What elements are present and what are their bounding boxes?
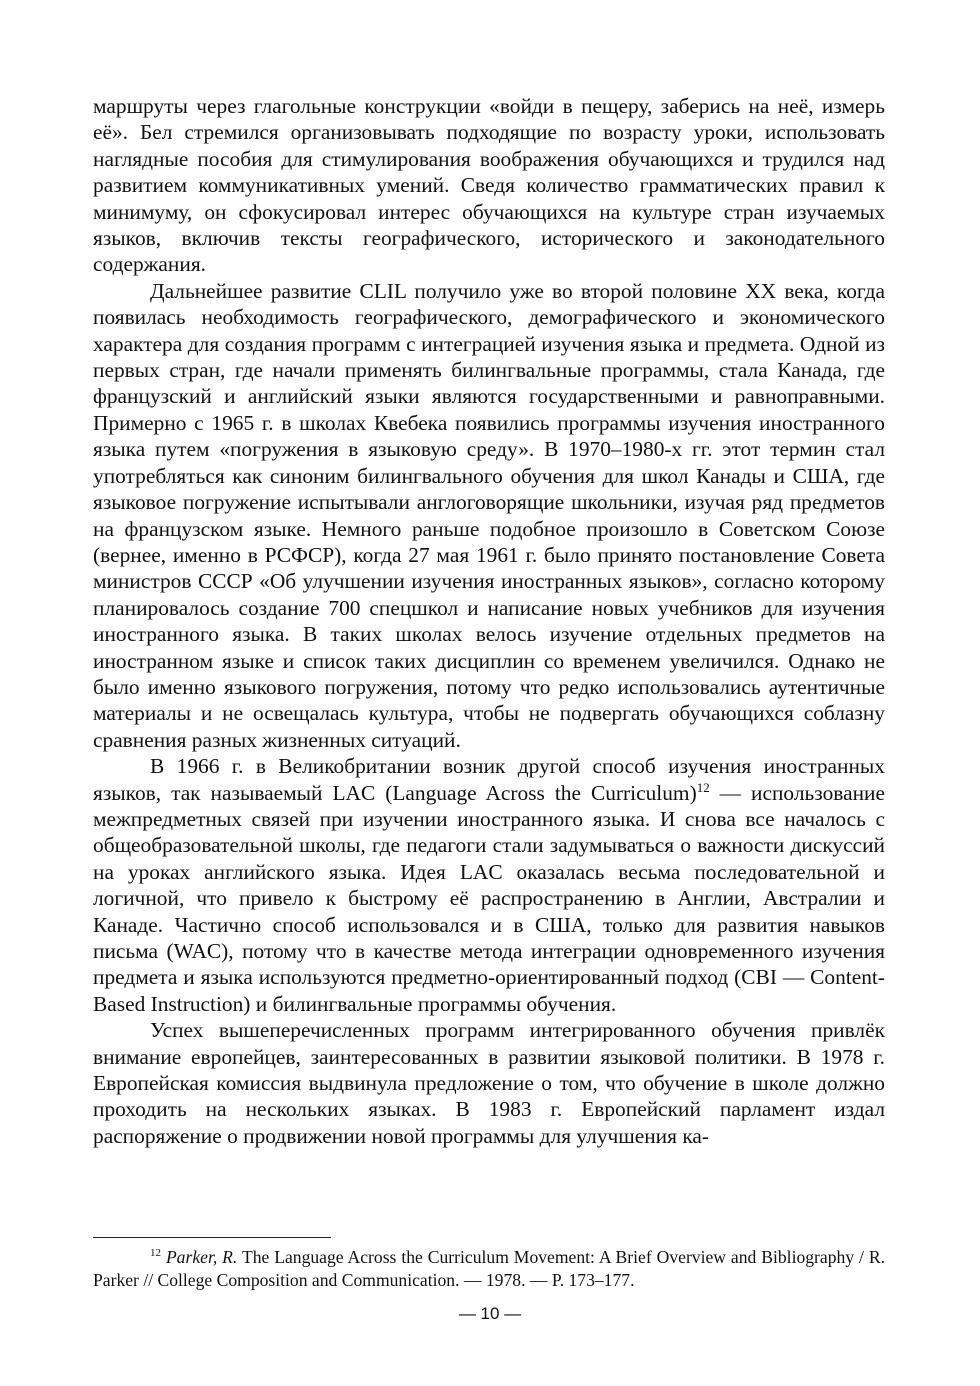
footnote-author: Parker, R. xyxy=(165,1247,238,1267)
paragraph-3-text-before: В 1966 г. в Великобритании возник другой способ изучения иностранных языков, так называемый LAC (Language Across the Curriculum) xyxy=(93,754,885,805)
page-number: — 10 — xyxy=(458,1304,522,1323)
paragraph-3-text-after: — использование межпредметных связей при изучении иностранного языка. И снова все началось с общеобразовательной школы, где педагоги стали задумываться о важности дискуссий на уроках английского языка. Идея LAC оказалась весьма последовательной и логичной, что привело к быстрому её распространению в Англии, Австралии и Канаде. Частично способ использовался и в США, только для развития навыков письма (WAC), потому что в качестве метода интеграции одновременного изучения предмета и языка используются предметно-ориентированный подход (CBI — Content-Based Instruction) и билингвальные программы обучения. xyxy=(93,780,885,1016)
paragraph-3 xyxy=(93,753,885,1017)
body-text xyxy=(93,93,885,1149)
footnote-reference: 12 xyxy=(696,779,710,795)
footnote xyxy=(93,1246,885,1291)
paragraph-4: Успех вышеперечисленных программ интегрированного обучения привлёк внимание европейцев, заинтересованных в развитии языковой политики. В 1978 г. Европейская комиссия выдвинула предложение о том, что обучение в школе должно проходить на нескольких языках. В 1983 г. Европейский парламент издал распоряжение о продвижении новой программы для улучшения ка- xyxy=(93,1018,885,1148)
footnote-text: The Language Across the Curriculum Movement: A Brief Overview and Bibliography / R. Parker // College Composition and Communication. — 1978. — P. 173–177. xyxy=(93,1247,885,1290)
paragraph-1: маршруты через глагольные конструкции «войди в пещеру, заберись на неё, измерь её». Бел стремился организовывать подходящие по возрасту уроки, использовать наглядные пособия для стимулирования воображения обучающихся и трудился над развитием коммуникативных умений. Сведя количество грамматических правил к минимуму, он сфокусировал интерес обучающихся на культуре стран изучаемых языков, включив тексты географического, исторического и законодательного содержания. xyxy=(93,94,885,277)
footnote-separator xyxy=(93,1237,331,1238)
footnote-number: 12 xyxy=(150,1247,161,1259)
paragraph-2: Дальнейшее развитие CLIL получило уже во второй половине XX века, когда появилась необходимость географического, демографического и экономического характера для создания программ с интеграцией изучения языка и предмета. Одной из первых стран, где начали применять билингвальные программы, стала Канада, где французский и английский языки являются государственными и равноправными. Примерно с 1965 г. в школах Квебека появились программы изучения иностранного языка путем «погружения в языковую среду». В 1970–1980-х гг. этот термин стал употребляться как синоним билингвального обучения для школ Канады и США, где языковое погружение испытывали англоговорящие школьники, изучая ряд предметов на французском языке. Немного раньше подобное произошло в Советском Союзе (вернее, именно в РСФСР), когда 27 мая 1961 г. было принято постановление Совета министров СССР «Об улучшении изучения иностранных языков», согласно которому планировалось создание 700 спецшкол и написание новых учебников для изучения иностранного языка. В таких школах велось изучение отдельных предметов на иностранном языке и список таких дисциплин со временем увеличился. Однако не было именно языкового погружения, потому что редко использовались аутентичные материалы и не освещалась культура, чтобы не подвергать обучающихся соблазну сравнения разных жизненных ситуаций. xyxy=(93,278,885,752)
